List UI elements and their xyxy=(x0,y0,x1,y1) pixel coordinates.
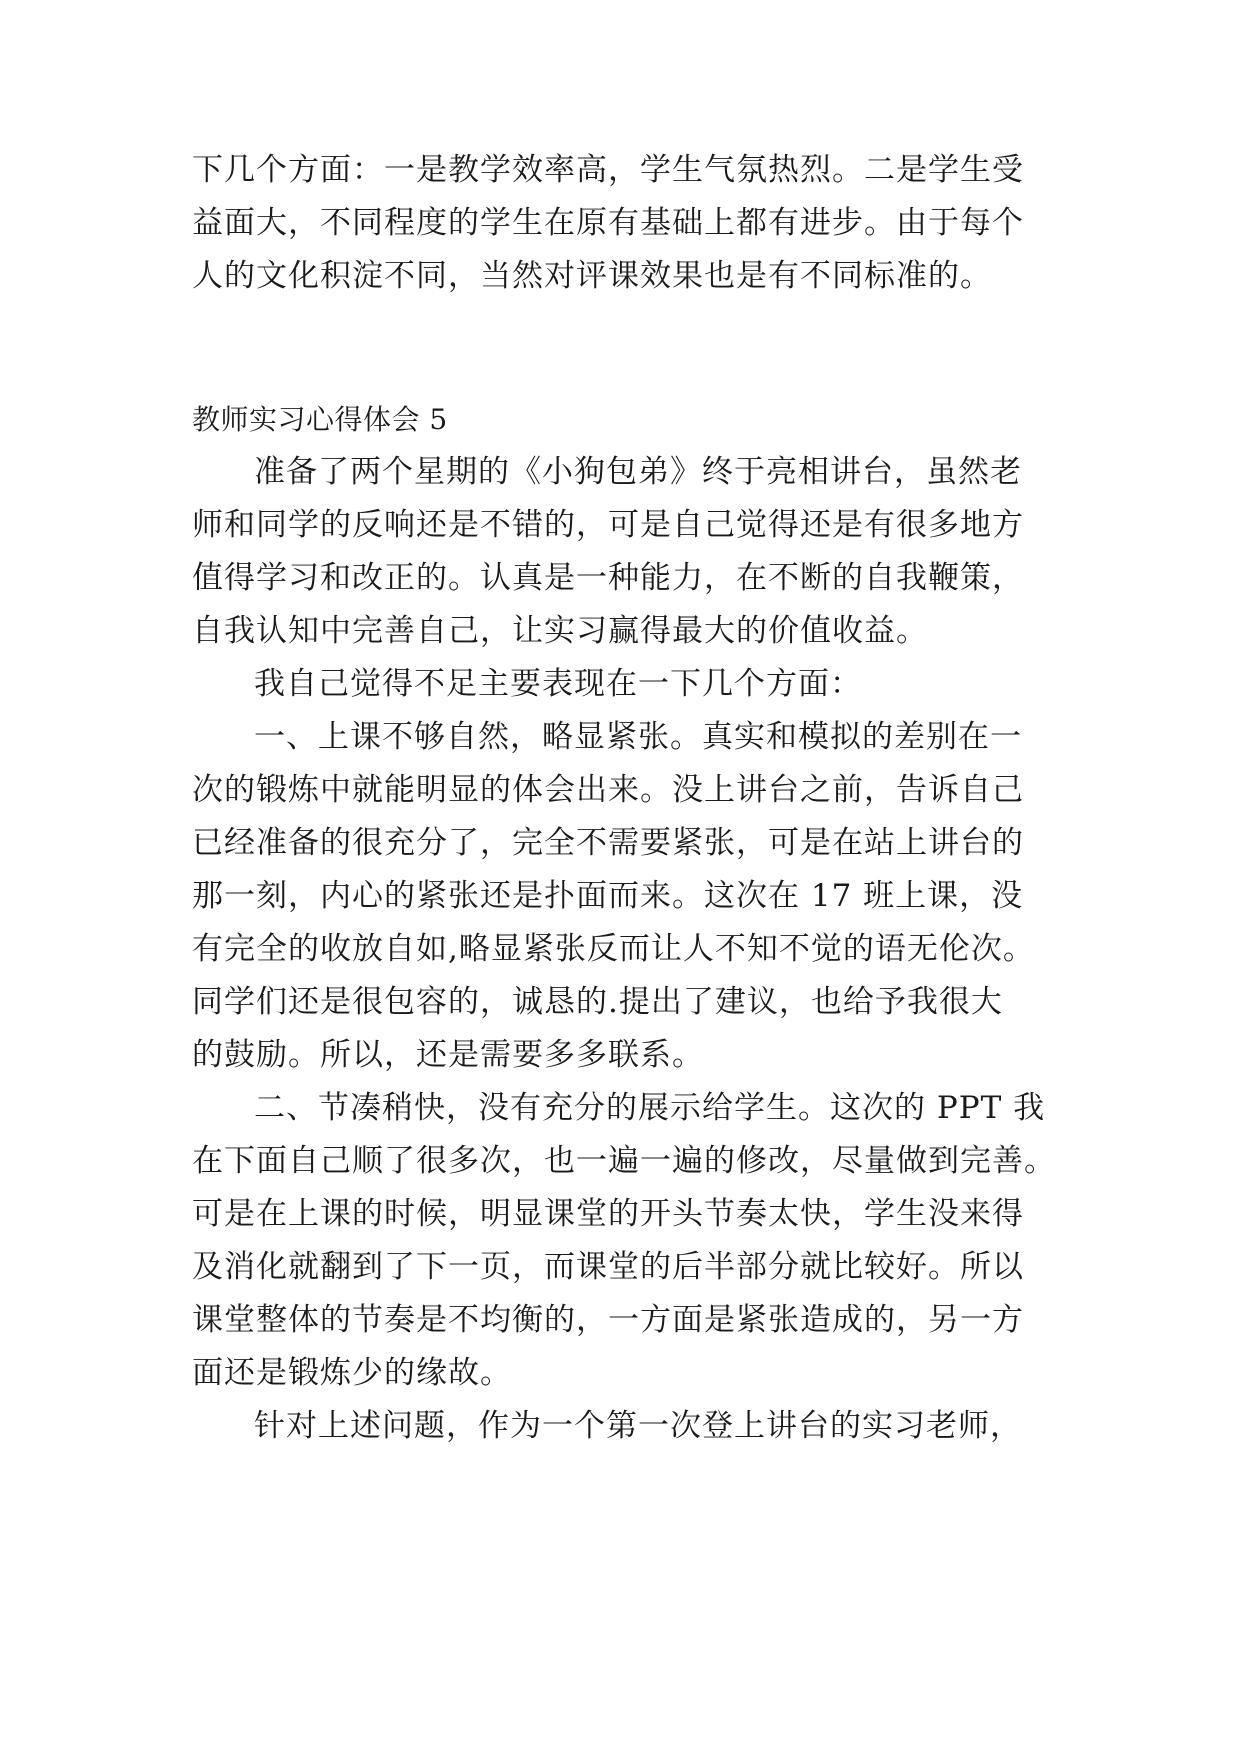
paragraph-line: 准备了两个星期的《小狗包弟》终于亮相讲台，虽然老 xyxy=(254,454,1022,490)
paragraph-line: 人的文化积淀不同，当然对评课效果也是有不同标准的。 xyxy=(192,258,992,294)
paragraph-line: 针对上述问题，作为一个第一次登上讲台的实习老师， xyxy=(254,1408,1022,1444)
paragraph-line: 同学们还是很包容的，诚恳的.提出了建议，也给予我很大 xyxy=(192,984,1003,1020)
paragraph-line: 的鼓励。所以，还是需要多多联系。 xyxy=(192,1037,704,1073)
paragraph-line: 在下面自己顺了很多次，也一遍一遍的修改，尽量做到完善。 xyxy=(192,1143,1056,1179)
paragraph-line: 一、上课不够自然，略显紧张。真实和模拟的差别在一 xyxy=(254,719,1022,755)
paragraph-line: 那一刻，内心的紧张还是扑面而来。这次在 17 班上课，没 xyxy=(192,878,1024,914)
paragraph-line: 下几个方面：一是教学效率高，学生气氛热烈。二是学生受 xyxy=(192,152,1024,188)
paragraph-line: 课堂整体的节奏是不均衡的，一方面是紧张造成的，另一方 xyxy=(192,1302,1024,1338)
paragraph-line: 面还是锻炼少的缘故。 xyxy=(192,1355,512,1391)
paragraph-line: 及消化就翻到了下一页，而课堂的后半部分就比较好。所以 xyxy=(192,1249,1024,1285)
paragraph-line: 值得学习和改正的。认真是一种能力，在不断的自我鞭策， xyxy=(192,560,1024,596)
paragraph-line: 二、节凑稍快，没有充分的展示给学生。这次的 PPT 我 xyxy=(254,1090,1046,1126)
paragraph-line: 可是在上课的时候，明显课堂的开头节奏太快，学生没来得 xyxy=(192,1196,1024,1232)
paragraph-line: 有完全的收放自如,略显紧张反而让人不知不觉的语无伦次。 xyxy=(192,931,1035,967)
paragraph-line: 已经准备的很充分了，完全不需要紧张，可是在站上讲台的 xyxy=(192,825,1024,861)
paragraph-line: 益面大，不同程度的学生在原有基础上都有进步。由于每个 xyxy=(192,205,1024,241)
section-heading: 教师实习心得体会 5 xyxy=(192,403,448,436)
paragraph-line: 次的锻炼中就能明显的体会出来。没上讲台之前，告诉自己 xyxy=(192,772,1024,808)
paragraph-line: 师和同学的反响还是不错的，可是自己觉得还是有很多地方 xyxy=(192,507,1024,543)
paragraph-line: 我自己觉得不足主要表现在一下几个方面： xyxy=(254,666,862,702)
paragraph-line: 自我认知中完善自己，让实习赢得最大的价值收益。 xyxy=(192,613,928,649)
